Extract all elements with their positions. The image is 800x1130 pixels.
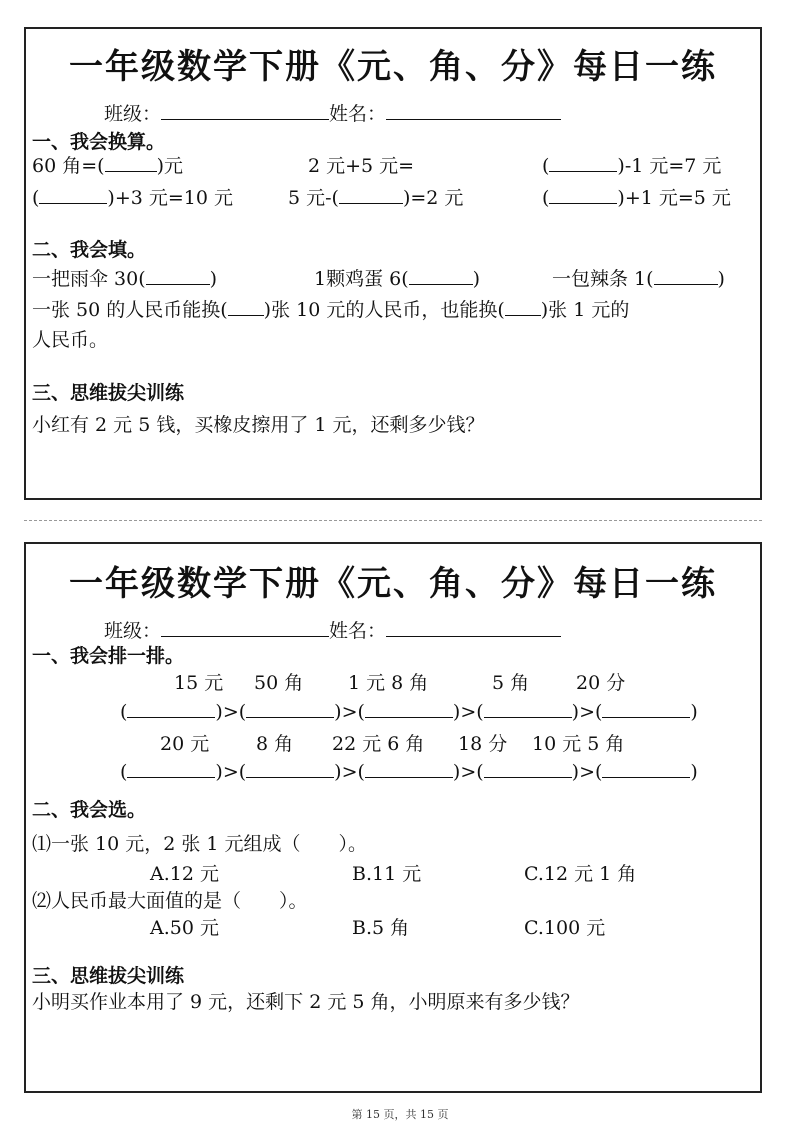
- class-blank[interactable]: [161, 100, 329, 120]
- section-heading-order: 一、我会排一排。: [32, 645, 185, 667]
- order-item: 8 角: [256, 733, 294, 755]
- fill-sentence: 一张 50 的人民币能换( )张 10 元的人民币，也能换( )张 1 元的: [32, 295, 629, 322]
- answer-blank[interactable]: [484, 758, 572, 778]
- section-heading-choose: 二、我会选。: [32, 799, 147, 821]
- name-blank[interactable]: [386, 100, 561, 120]
- class-label: 班级：: [104, 103, 162, 125]
- section-heading-thinking: 三、思维拔尖训练: [32, 965, 185, 987]
- fill-item: 1颗鸡蛋 6( ): [314, 264, 480, 291]
- choice-option[interactable]: A.50 元: [150, 917, 219, 939]
- section-heading-fill: 二、我会填。: [32, 239, 147, 261]
- class-blank[interactable]: [161, 617, 329, 637]
- worksheet-title: 一年级数学下册《元、角、分》每日一练: [69, 47, 717, 87]
- answer-blank[interactable]: [484, 698, 572, 718]
- answer-blank[interactable]: [549, 184, 617, 204]
- answer-blank[interactable]: [365, 758, 453, 778]
- word-problem: 小明买作业本用了 9 元，还剩下 2 元 5 角，小明原来有多少钱？: [32, 991, 580, 1013]
- answer-blank[interactable]: [246, 698, 334, 718]
- name-label: 姓名：: [329, 620, 387, 642]
- worksheet-card-2: [24, 542, 762, 1093]
- fill-sentence-cont: 人民币。: [32, 329, 109, 351]
- answer-blank[interactable]: [246, 758, 334, 778]
- section-heading-conversion: 一、我会换算。: [32, 131, 166, 153]
- conversion-item: 60 角=( )元: [32, 151, 183, 178]
- order-answer-row: ( )>( )>( )>( )>( ): [120, 698, 698, 723]
- answer-blank[interactable]: [365, 698, 453, 718]
- choice-option[interactable]: A.12 元: [150, 863, 219, 885]
- order-item: 5 角: [492, 672, 530, 694]
- choice-option[interactable]: B.5 角: [352, 917, 410, 939]
- worksheet-title: 一年级数学下册《元、角、分》每日一练: [69, 564, 717, 604]
- order-item: 18 分: [458, 733, 508, 755]
- choice-option[interactable]: B.11 元: [352, 863, 422, 885]
- name-label: 姓名：: [329, 103, 387, 125]
- answer-blank[interactable]: [505, 296, 541, 316]
- answer-blank[interactable]: [127, 758, 215, 778]
- choice-option[interactable]: C.12 元 1 角: [524, 863, 637, 885]
- answer-blank[interactable]: [602, 698, 690, 718]
- name-blank[interactable]: [386, 617, 561, 637]
- worksheet-card-1: [24, 27, 762, 500]
- conversion-item: ( )+3 元=10 元: [32, 183, 233, 210]
- fill-item: 一包辣条 1( ): [552, 264, 725, 291]
- answer-blank[interactable]: [105, 152, 157, 172]
- answer-blank[interactable]: [127, 698, 215, 718]
- word-problem: 小红有 2 元 5 钱，买橡皮擦用了 1 元，还剩多少钱？: [32, 414, 485, 436]
- class-label: 班级：: [104, 620, 162, 642]
- answer-blank[interactable]: [654, 265, 718, 285]
- conversion-item: ( )-1 元=7 元: [542, 151, 721, 178]
- student-info-line: [104, 99, 561, 126]
- choice-question-2: ⑵人民币最大面值的是（ ）。: [32, 890, 308, 912]
- answer-blank[interactable]: [228, 296, 264, 316]
- answer-blank[interactable]: [602, 758, 690, 778]
- answer-blank[interactable]: [39, 184, 107, 204]
- order-item: 10 元 5 角: [532, 733, 625, 755]
- choice-question-1: ⑴一张 10 元，2 张 1 元组成（ ）。: [32, 833, 368, 855]
- cut-line: [24, 520, 762, 521]
- answer-blank[interactable]: [146, 265, 210, 285]
- choice-option[interactable]: C.100 元: [524, 917, 606, 939]
- answer-blank[interactable]: [339, 184, 403, 204]
- answer-blank[interactable]: [549, 152, 617, 172]
- order-item: 22 元 6 角: [332, 733, 425, 755]
- conversion-item: 2 元+5 元=: [308, 155, 415, 177]
- order-item: 50 角: [254, 672, 304, 694]
- section-heading-thinking: 三、思维拔尖训练: [32, 382, 185, 404]
- conversion-item: 5 元-( )=2 元: [288, 183, 463, 210]
- conversion-item: ( )+1 元=5 元: [542, 183, 731, 210]
- order-item: 20 分: [576, 672, 626, 694]
- page-footer: 第 15 页，共 15 页: [351, 1108, 449, 1121]
- order-item: 15 元: [174, 672, 224, 694]
- order-item: 1 元 8 角: [348, 672, 429, 694]
- order-item: 20 元: [160, 733, 210, 755]
- fill-item: 一把雨伞 30( ): [32, 264, 217, 291]
- order-answer-row: ( )>( )>( )>( )>( ): [120, 758, 698, 783]
- student-info-line: [104, 616, 561, 643]
- answer-blank[interactable]: [409, 265, 473, 285]
